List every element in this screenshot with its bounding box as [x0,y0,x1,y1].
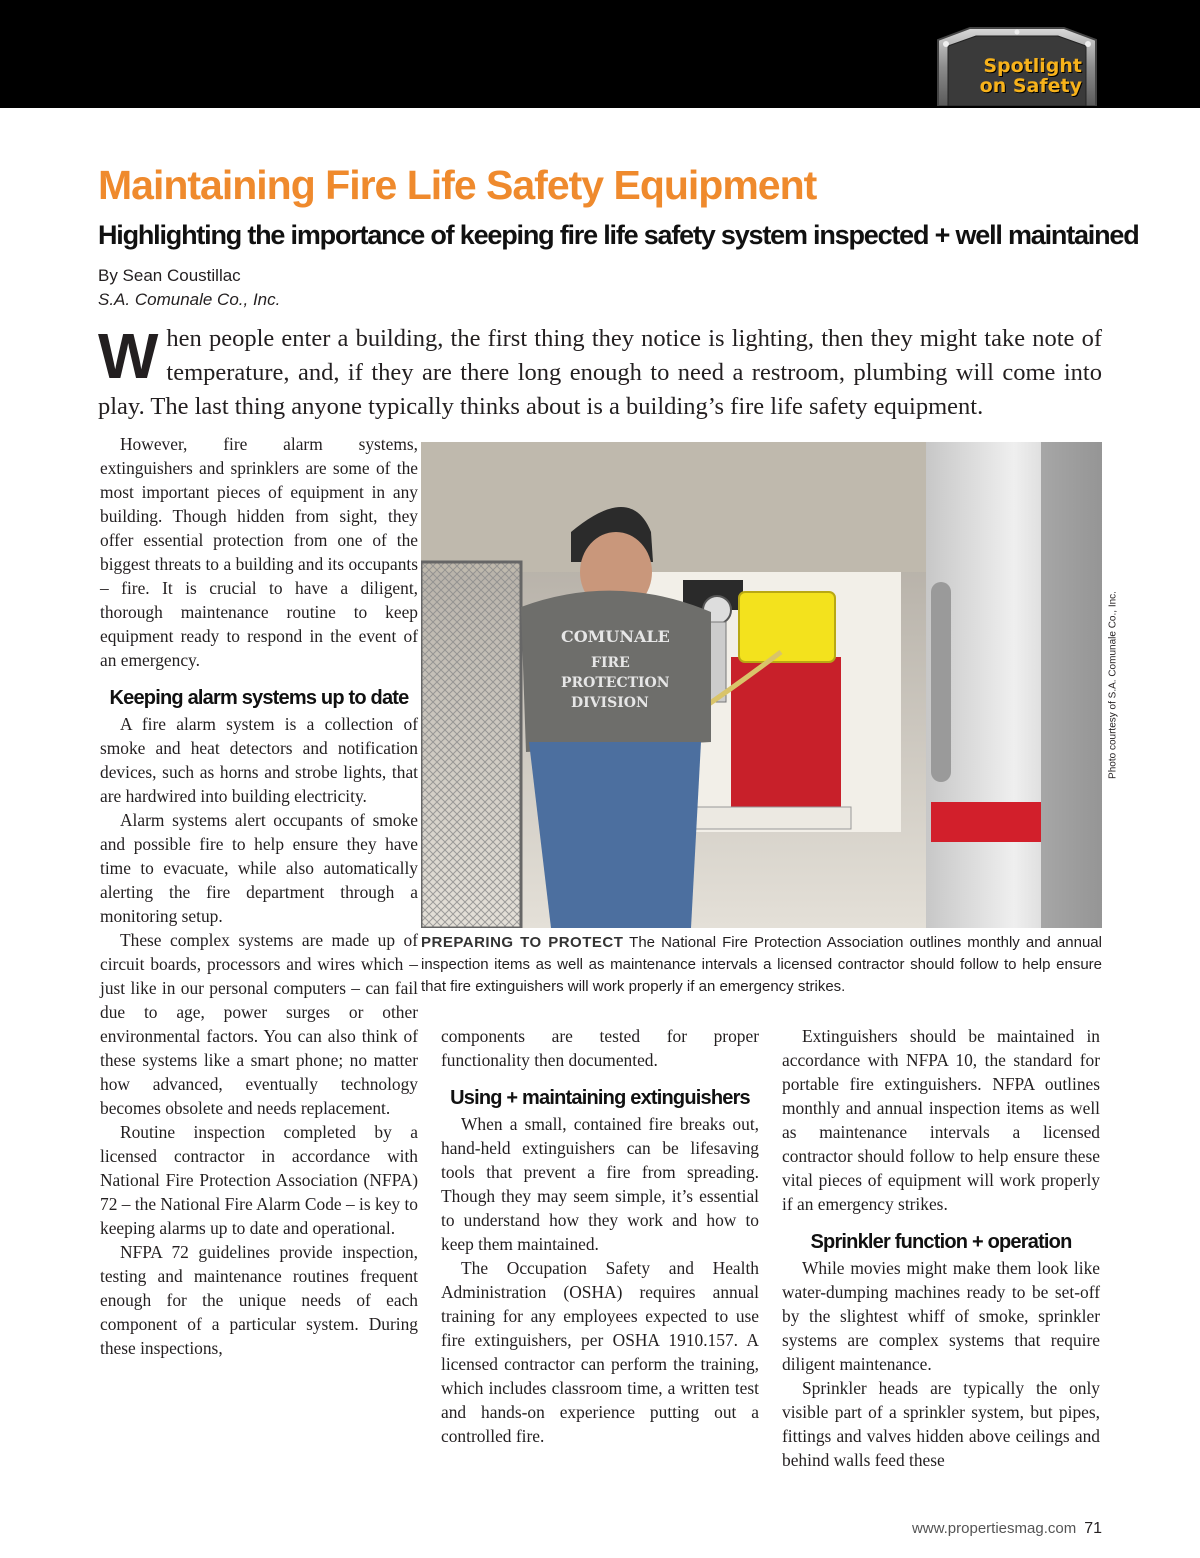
paragraph: When a small, contained fire breaks out, hand-held extinguishers can be lifesaving tools that prevent a fire from spreading. Though they may seem simple, it’s essential to understand how they work and how to keep them maintained. [441,1114,759,1254]
paragraph: The Occupation Safety and Health Administration (OSHA) requires annual training for any employees expected to use fire extinguishers, per OSHA 1910.157. A licensed contractor can perform the training, which includes classroom time, a written test and hands-on experience putting out a controlled fire. [441,1258,759,1446]
photo-credit-text: Photo courtesy of S.A. Comunale Co., Inc. [1107,591,1119,779]
footer-url[interactable]: www.propertiesmag.com [911,1520,1077,1537]
author: By Sean Coustillac [98,266,241,285]
paragraph: Extinguishers should be maintained in accordance with NFPA 10, the standard for portable fire extinguishers. NFPA outlines monthly and annual inspection items as well as maintenance intervals a licensed contractor should follow to help ensure these vital pieces of equipment will work properly if an emergency strikes. [782,1026,1100,1214]
shirt-text-4: DIVISION [571,695,649,711]
paragraph: Alarm systems alert occupants of smoke and possible fire to help ensure they have time to evacuate, while also automatically alerting the fire department through a monitoring setup. [100,810,418,926]
technician-van-photo [421,442,1102,928]
header-bar [0,0,1200,108]
paragraph: A fire alarm system is a collection of smoke and heat detectors and notification devices, such as horns and strobe lights, that are hardwired into building electricity. [100,714,418,806]
column-1 [100,432,418,1360]
photo-caption [421,932,1102,998]
paragraph: NFPA 72 guidelines provide inspection, testing and maintenance routines frequent enough for the unique needs of each component of a particular system. During these inspections, [100,1242,418,1358]
paragraph: components are tested for proper functionality then documented. [441,1026,759,1070]
caption-lead: PREPARING TO PROTECT [421,934,624,951]
paragraph: These complex systems are made up of circuit boards, processors and wires which – just like in our personal computers – can fail due to age, power surges or other environmental factors. You can also think of these systems like a smart phone; no matter how advanced, eventually technology becomes obsolete and needs replacement. [100,930,418,1118]
page-number: 71 [1084,1520,1102,1537]
section-heading-sprinklers: Sprinkler function + operation [810,1231,1072,1253]
author-organization: S.A. Comunale Co., Inc. [98,290,281,309]
shirt-text-2: FIRE [591,655,630,671]
article-subtitle: Highlighting the importance of keeping fire life safety system inspected + well maintained [98,220,1139,250]
column-2 [441,1024,759,1448]
paragraph: While movies might make them look like water-dumping machines ready to be set-off by the slightest whiff of smoke, sprinkler systems are complex systems that require diligent maintenance. [782,1258,1100,1374]
lede-paragraph [98,322,1102,424]
photo-credit [1104,442,1122,928]
page-footer [820,1520,1102,1538]
spotlight-on-safety-badge [932,26,1102,106]
badge-line-1: Spotlight [983,55,1082,77]
shirt-text-1: COMUNALE [561,627,670,646]
drop-cap: W [98,320,159,392]
column-3 [782,1024,1100,1472]
caption-text: The National Fire Protection Association outlines monthly and annual inspection items as well as maintenance intervals a licensed contractor should follow to help ensure that fire extinguishers will work properly if an emergency strikes. [421,934,1102,995]
lede-text: hen people enter a building, the first thing they notice is lighting, then they might take note of temperature, and, if they are there long enough to need a restroom, plumbing will come into play. The last thing anyone typically thinks about is a building’s fire life safety equipment. [98,325,1102,420]
shirt-text-3: PROTECTION [561,675,670,691]
paragraph: Routine inspection completed by a licensed contractor in accordance with National Fire Protection Association (NFPA) 72 – the National Fire Alarm Code – is key to keeping alarms up to date and operational. [100,1122,418,1238]
paragraph: However, fire alarm systems, extinguishers and sprinklers are some of the most important pieces of equipment in any building. Though hidden from sight, they offer essential protection from one of the biggest threats to a building and its occupants – fire. It is crucial to have a diligent, thorough maintenance routine to keep equipment ready to respond in the event of an emergency. [100,434,418,670]
article-title: Maintaining Fire Life Safety Equipment [98,162,817,208]
article-photo [421,442,1102,928]
section-heading-alarms: Keeping alarm systems up to date [109,687,409,709]
badge-line-2: on Safety [979,75,1082,97]
paragraph: Sprinkler heads are typically the only visible part of a sprinkler system, but pipes, fittings and valves hidden above ceilings and behind walls feed these [782,1378,1100,1470]
byline [98,264,280,312]
section-heading-extinguishers: Using + maintaining extinguishers [450,1087,750,1109]
